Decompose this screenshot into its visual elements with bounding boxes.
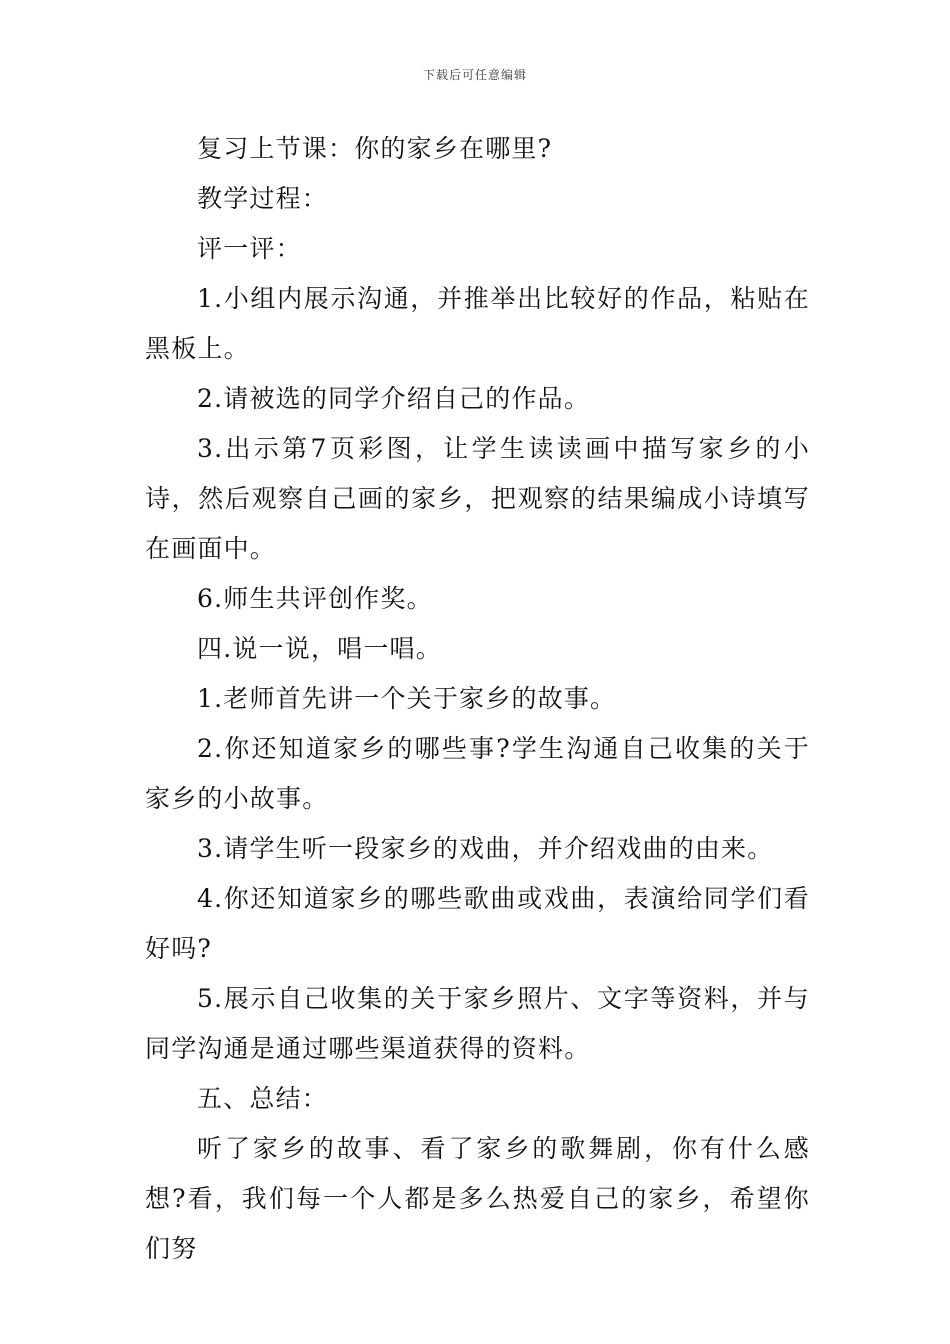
paragraph-section-five-heading: 五、总结： xyxy=(197,1084,329,1113)
paragraph-item: 3.请学生听一段家乡的戏曲，并介绍戏曲的由来。 xyxy=(197,834,774,863)
paragraph-item: 2.你还知道家乡的哪些事?学生沟通自己收集的关于家乡的小故事。 xyxy=(145,734,810,813)
paragraph-item: 2.请被选的同学介绍自己的作品。 xyxy=(197,384,591,413)
paragraph-review: 复习上节课：你的家乡在哪里? xyxy=(197,134,553,163)
paragraph-item: 6.师生共评创作奖。 xyxy=(197,584,433,613)
paragraph-evaluate-heading: 评一评： xyxy=(197,234,302,263)
paragraph-process-heading: 教学过程： xyxy=(197,184,329,213)
page-header: 下载后可任意编辑 xyxy=(422,68,527,82)
paragraph-item: 4.你还知道家乡的哪些歌曲或戏曲，表演给同学们看好吗? xyxy=(145,884,810,963)
paragraph-item: 1.小组内展示沟通，并推举出比较好的作品，粘贴在黑板上。 xyxy=(145,284,810,363)
paragraph-section-four-heading: 四.说一说，唱一唱。 xyxy=(197,634,442,663)
paragraph-item: 1.老师首先讲一个关于家乡的故事。 xyxy=(197,684,617,713)
paragraph-summary: 听了家乡的故事、看了家乡的歌舞剧，你有什么感想?看，我们每一个人都是多么热爱自己的家乡，希望你们努 xyxy=(145,1134,810,1263)
document-body xyxy=(145,124,810,1274)
paragraph-item: 3.出示第7页彩图，让学生读读画中描写家乡的小诗，然后观察自己画的家乡，把观察的结果编成小诗填写在画面中。 xyxy=(145,434,810,563)
paragraph-item: 5.展示自己收集的关于家乡照片、文字等资料，并与同学沟通是通过哪些渠道获得的资料。 xyxy=(145,984,810,1063)
